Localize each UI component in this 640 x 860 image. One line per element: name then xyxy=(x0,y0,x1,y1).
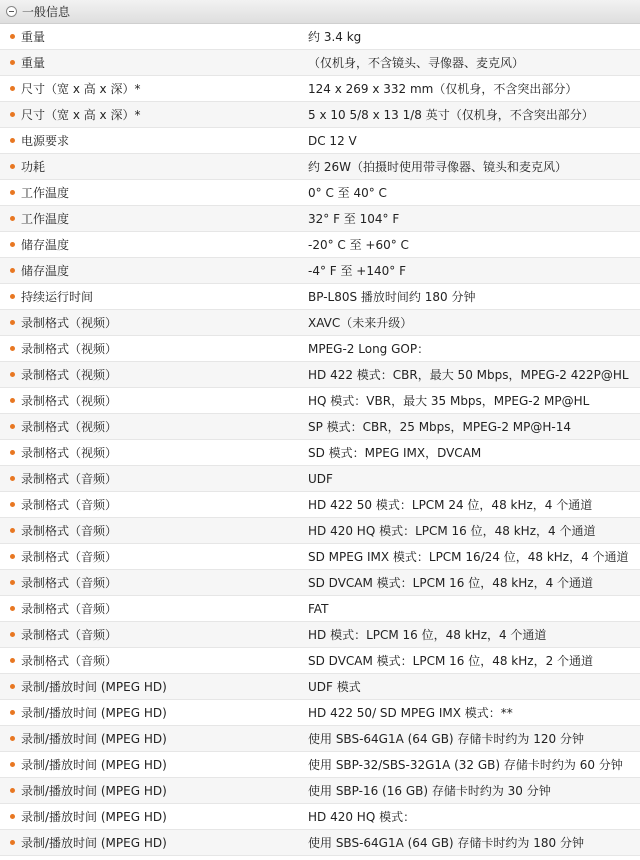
table-row xyxy=(0,492,640,518)
table-row xyxy=(0,76,640,102)
bullet-icon xyxy=(10,632,15,637)
bullet-icon xyxy=(10,242,15,247)
spec-value: 约 3.4 kg xyxy=(308,30,362,44)
spec-label: 录制/播放时间 (MPEG HD) xyxy=(21,810,167,824)
bullet-icon xyxy=(10,606,15,611)
spec-value: 0° C 至 40° C xyxy=(308,186,387,200)
spec-value: DC 12 V xyxy=(308,133,357,148)
spec-label: 录制格式（视频） xyxy=(21,394,118,408)
table-row xyxy=(0,258,640,284)
bullet-icon xyxy=(10,710,15,715)
spec-label: 录制格式（音频） xyxy=(21,524,118,538)
spec-label: 电源要求 xyxy=(21,134,70,148)
bullet-icon xyxy=(10,788,15,793)
table-row xyxy=(0,544,640,570)
spec-label: 录制/播放时间 (MPEG HD) xyxy=(21,680,167,694)
spec-value: HD 422 50 模式：LPCM 24 位，48 kHz，4 个通道 xyxy=(308,498,593,512)
spec-label: 录制格式（视频） xyxy=(21,342,118,356)
table-row xyxy=(0,128,640,154)
bullet-icon xyxy=(10,554,15,559)
table-row xyxy=(0,336,640,362)
spec-value: UDF 模式 xyxy=(308,680,361,694)
spec-value: SD MPEG IMX 模式：LPCM 16/24 位，48 kHz，4 个通道 xyxy=(308,550,629,564)
spec-value: 32° F 至 104° F xyxy=(308,212,400,226)
bullet-icon xyxy=(10,398,15,403)
table-row xyxy=(0,726,640,752)
table-row xyxy=(0,414,640,440)
spec-label: 录制/播放时间 (MPEG HD) xyxy=(21,784,167,798)
bullet-icon xyxy=(10,320,15,325)
table-row xyxy=(0,648,640,674)
bullet-icon xyxy=(10,424,15,429)
bullet-icon xyxy=(10,268,15,273)
spec-value: SD DVCAM 模式：LPCM 16 位，48 kHz，4 个通道 xyxy=(308,576,594,590)
table-row xyxy=(0,362,640,388)
spec-value: HD 422 模式：CBR，最大 50 Mbps，MPEG-2 422P@HL xyxy=(308,368,629,382)
bullet-icon xyxy=(10,684,15,689)
spec-value: HD 模式：LPCM 16 位，48 kHz，4 个通道 xyxy=(308,628,547,642)
table-row xyxy=(0,284,640,310)
spec-value: 使用 SBP-16 (16 GB) 存储卡时约为 30 分钟 xyxy=(308,784,551,798)
bullet-icon xyxy=(10,580,15,585)
spec-label: 录制格式（音频） xyxy=(21,602,118,616)
table-row xyxy=(0,50,640,76)
section-title: 一般信息 xyxy=(22,5,71,19)
spec-label: 工作温度 xyxy=(21,186,70,200)
table-row xyxy=(0,596,640,622)
bullet-icon xyxy=(10,164,15,169)
table-row xyxy=(0,310,640,336)
spec-value: -4° F 至 +140° F xyxy=(308,264,406,278)
table-row xyxy=(0,466,640,492)
spec-value: HD 422 50/ SD MPEG IMX 模式：** xyxy=(308,706,513,720)
spec-value: MPEG-2 Long GOP： xyxy=(308,342,430,356)
bullet-icon xyxy=(10,190,15,195)
spec-value: -20° C 至 +60° C xyxy=(308,238,409,252)
bullet-icon xyxy=(10,658,15,663)
spec-label: 录制/播放时间 (MPEG HD) xyxy=(21,732,167,746)
table-row xyxy=(0,804,640,830)
spec-label: 重量 xyxy=(21,30,46,44)
table-row xyxy=(0,518,640,544)
spec-label: 储存温度 xyxy=(21,238,70,252)
spec-value: 5 x 10 5/8 x 13 1/8 英寸（仅机身，不含突出部分） xyxy=(308,108,594,122)
collapse-icon[interactable] xyxy=(6,6,17,17)
section-header-general-info[interactable] xyxy=(0,0,640,24)
spec-label: 储存温度 xyxy=(21,264,70,278)
spec-table xyxy=(0,24,640,856)
spec-value: HQ 模式：VBR，最大 35 Mbps，MPEG-2 MP@HL xyxy=(308,394,590,408)
spec-value: 124 x 269 x 332 mm（仅机身，不含突出部分） xyxy=(308,82,578,96)
spec-value: BP-L80S 播放时间约 180 分钟 xyxy=(308,290,476,304)
bullet-icon xyxy=(10,476,15,481)
table-row xyxy=(0,700,640,726)
spec-label: 尺寸（宽 x 高 x 深）* xyxy=(21,108,141,122)
bullet-icon xyxy=(10,840,15,845)
spec-value: SP 模式：CBR，25 Mbps，MPEG-2 MP@H-14 xyxy=(308,420,572,434)
table-row xyxy=(0,24,640,50)
spec-label: 录制格式（音频） xyxy=(21,550,118,564)
spec-label: 录制格式（视频） xyxy=(21,316,118,330)
spec-value: 使用 SBP-32/SBS-32G1A (32 GB) 存储卡时约为 60 分钟 xyxy=(308,758,623,772)
spec-label: 重量 xyxy=(21,56,46,70)
bullet-icon xyxy=(10,216,15,221)
spec-label: 录制/播放时间 (MPEG HD) xyxy=(21,836,167,850)
spec-label: 尺寸（宽 x 高 x 深）* xyxy=(21,82,141,96)
bullet-icon xyxy=(10,138,15,143)
spec-label: 录制格式（音频） xyxy=(21,472,118,486)
table-row xyxy=(0,154,640,180)
table-row xyxy=(0,440,640,466)
spec-label: 录制格式（音频） xyxy=(21,576,118,590)
spec-label: 工作温度 xyxy=(21,212,70,226)
spec-value: UDF xyxy=(308,471,333,486)
spec-value: SD 模式：MPEG IMX，DVCAM xyxy=(308,446,482,460)
spec-label: 录制格式（视频） xyxy=(21,420,118,434)
bullet-icon xyxy=(10,86,15,91)
table-row xyxy=(0,778,640,804)
spec-value: 使用 SBS-64G1A (64 GB) 存储卡时约为 120 分钟 xyxy=(308,732,584,746)
table-row xyxy=(0,570,640,596)
spec-label: 录制格式（音频） xyxy=(21,498,118,512)
bullet-icon xyxy=(10,736,15,741)
spec-label: 持续运行时间 xyxy=(21,290,94,304)
bullet-icon xyxy=(10,372,15,377)
table-row xyxy=(0,752,640,778)
spec-value: XAVC（未来升级） xyxy=(308,316,413,330)
spec-value: 约 26W（拍摄时使用带寻像器、镜头和麦克风） xyxy=(308,160,567,174)
table-row xyxy=(0,206,640,232)
table-row xyxy=(0,232,640,258)
bullet-icon xyxy=(10,294,15,299)
table-row xyxy=(0,622,640,648)
bullet-icon xyxy=(10,502,15,507)
spec-value: HD 420 HQ 模式：LPCM 16 位，48 kHz，4 个通道 xyxy=(308,524,596,538)
spec-value: （仅机身，不含镜头、寻像器、麦克风） xyxy=(308,56,525,70)
bullet-icon xyxy=(10,450,15,455)
bullet-icon xyxy=(10,34,15,39)
spec-label: 录制格式（视频） xyxy=(21,368,118,382)
spec-label: 功耗 xyxy=(21,160,46,174)
table-row xyxy=(0,674,640,700)
table-row xyxy=(0,388,640,414)
spec-label: 录制/播放时间 (MPEG HD) xyxy=(21,706,167,720)
spec-value: HD 420 HQ 模式： xyxy=(308,810,416,824)
spec-label: 录制格式（视频） xyxy=(21,446,118,460)
spec-value: FAT xyxy=(308,601,329,616)
table-row xyxy=(0,830,640,856)
bullet-icon xyxy=(10,762,15,767)
spec-label: 录制格式（音频） xyxy=(21,628,118,642)
bullet-icon xyxy=(10,814,15,819)
spec-value: SD DVCAM 模式：LPCM 16 位，48 kHz，2 个通道 xyxy=(308,654,594,668)
bullet-icon xyxy=(10,528,15,533)
table-row xyxy=(0,180,640,206)
spec-label: 录制格式（音频） xyxy=(21,654,118,668)
bullet-icon xyxy=(10,60,15,65)
bullet-icon xyxy=(10,346,15,351)
table-row xyxy=(0,102,640,128)
spec-value: 使用 SBS-64G1A (64 GB) 存储卡时约为 180 分钟 xyxy=(308,836,584,850)
spec-label: 录制/播放时间 (MPEG HD) xyxy=(21,758,167,772)
bullet-icon xyxy=(10,112,15,117)
